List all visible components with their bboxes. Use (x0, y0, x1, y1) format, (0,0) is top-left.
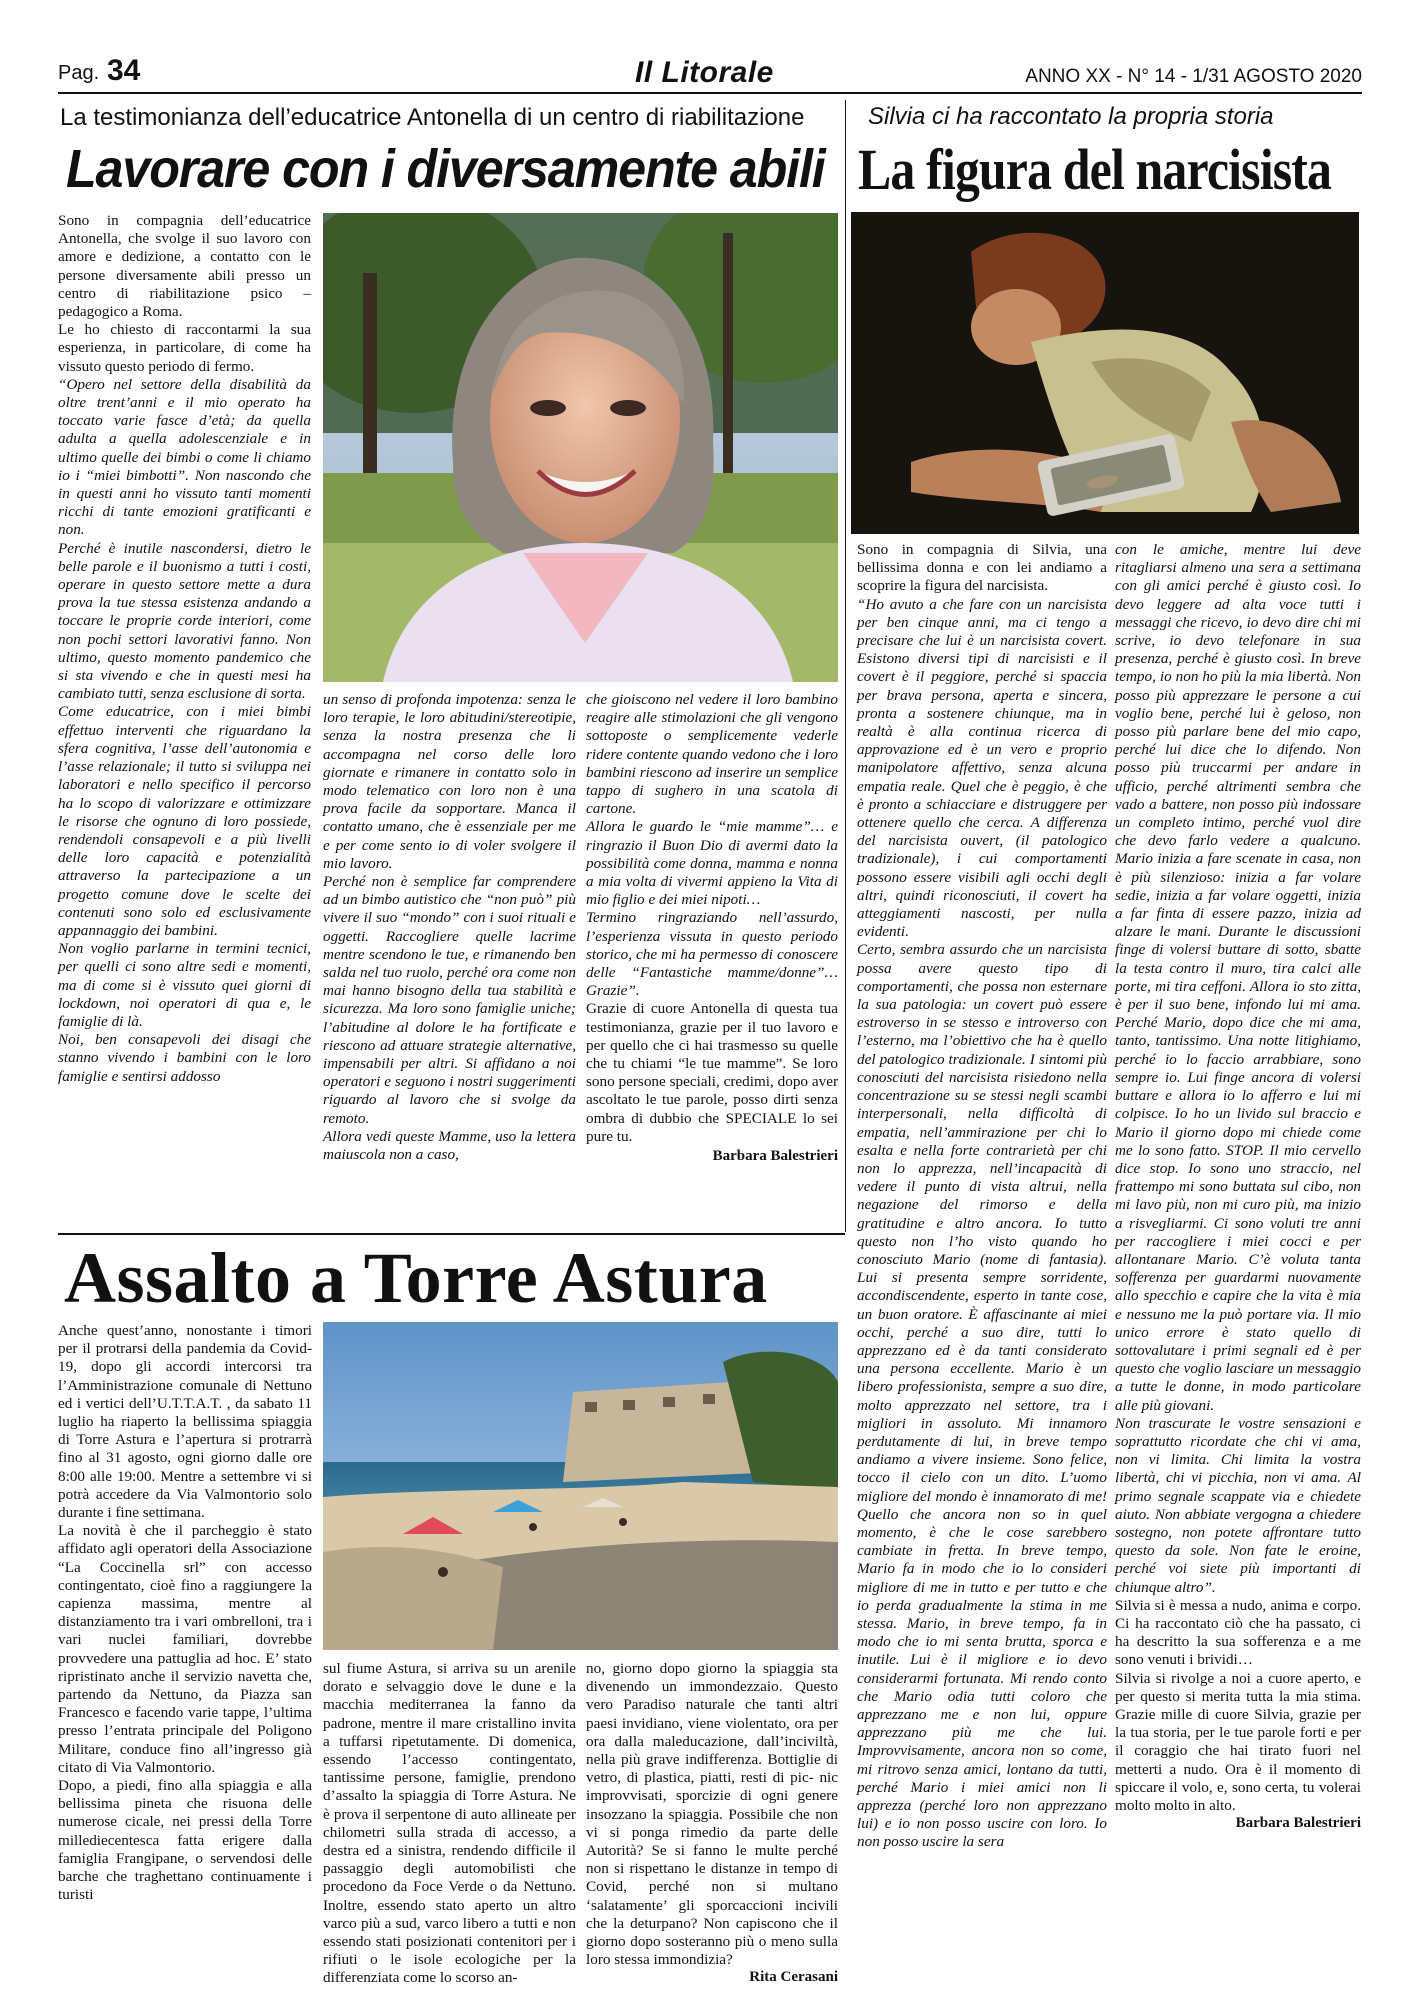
masthead: Il Litorale (635, 56, 774, 89)
article2-quote-1: “Ho avuto a che fare con un narcisista per ben cinque anni, ma ci tengo a precisare che lui è un narcisista covert. Esistono diversi tipi di narcisisti e il covert è il peggiore, perché si spaccia per brava persona, aperta e sincera, pronta a sostenere chiunque, ma in realtà è alla continua ricerca di approvazione ed è un vero e proprio manipolatore affettivo, senza alcuna empatia reale. Quel che è peggio, è che è pronto a schiacciare e distruggere per ottenere quello che cerca. A differenza del narcisista ouvert, (il patologico tradizionale), i cui comportamenti possono essere visibili agli occhi degli altri, quindi riconosciuti, il covert ha atteggiamenti nascosti, per nulla evidenti. Certo, sembra assurdo che un narcisista possa avere questo tipo di comportamenti, che possa non esternare la sua patologia: un covert può essere estroverso in se stesso e introverso con l’esterno, ma l’obiettivo che ha è quello del patologico tradizionale. I sintomi più conosciuti del narcisista risiedono nella concentrazione su se stessi negli scambi interpersonali, nella difficoltà di empatia, nell’ammirazione per chi lo esalta e nella forte contrarietà per chi non lo apprezza, nell’incapacità di vedere il punto di vista altrui, nella negazione del rimorso e della gratitudine e altro ancora. Io tutto questo non l’ho visto quando ho conosciuto Mario (nome di fantasia). Lui si presenta sempre sorridente, accondiscendente, esperto in tante cose, un buon oratore. È affascinante ai miei occhi, perché a suo dire, tutti lo apprezzano ed è da tanti considerato una persona eccellente. Mario è un libero professionista, sempre a suo dire, molto apprezzato nel settore, tra i migliori in assoluto. Mi innamoro perdutamente di lui, in breve tempo andiamo a vivere insieme. Sono felice, tocco il cielo con un dito. L’uomo migliore del mondo è innamorato di me! Quello che ancora non so in quel momento, è che le cose sarebbero cambiate in fretta. In breve tempo, Mario fa in modo che io lo consideri migliore di me in tutto e per tutto e che io perda gradualmente la stima in me stessa. Mario, in breve tempo, fa in modo che io mi senta brutta, sporca e inutile. Lui è il migliore e io devo considerarmi fortunata. Mi rendo conto che Mario odia tutti coloro che apprezzano me e non lui, oppure apprezzano più me che lui. Improvvisamente, ancora non so come, mi ritrovo senza amici, lontano da tutti, perché Mario i miei amici non li apprezza (perché loro non apprezzano lui) e io non posso uscire con loro. Io non posso uscire la sera (857, 595, 1107, 1851)
article1-title: Lavorare con i diversamente abili (66, 139, 825, 199)
article1-quote-3: che gioiscono nel vedere il loro bambino reagire alle stimolazioni che gli vengono sottoposte o semplicemente vederle ridere contente quando vedono che i loro bambini riescono ad inserire un semplice tappo di sughero in una scatola di cartone. Allora le guardo le “mie mamme”… e ringrazio il Buon Dio di avermi dato la possibilità come donna, mamma e nonna a mia volta di vivermi appieno la Vita di mio figlio e dei miei nipoti… Termino ringraziando nell’assurdo, l’esperienza vissuta in questo periodo storico, che mi ha permesso di conoscere delle “Fantastiche mamme/donne”… Grazie”. (586, 691, 838, 1000)
article2-quote-2: con le amiche, mentre lui deve ritagliarsi almeno una sera a settimana con gli amici perché è giusto così. Io devo leggere ad alta voce tutti i messaggi che ricevo, io devo dire chi mi scrive, io devo telefonare in sua presenza, perché è giusto così. In breve tempo, io non ho più la mia libertà. Non posso più apprezzare le persone a cui voglio bene, perché lui è geloso, non posso più parlare bene del mio capo, perché lui dice che lo difendo. Non posso più truccarmi per andare in ufficio, perché altrimenti sembra che vado a battere, non posso più indossare un completo intimo, perché vuol dire che devo farlo vedere a qualcuno. Mario inizia a fare scenate in casa, non è più silenzioso: inizia a far volare sedie, inizia a far volare oggetti, inizia a far finta di essere pazzo, inizia ad alzare le mani. Durante le discussioni finge di volersi buttare di sotto, sbatte la testa contro il muro, tira calci alle porte, mi tira ceffoni. Allora io sto zitta, è per il suo bene, infondo lui mi ama. Perché Mario, dopo dice che mi ama, tanto, tantissimo. Una notte litighiamo, perché io lo faccio arrabbiare, sono sempre io. Lui finge ancora di volersi buttare e allora io lo afferro e lui mi colpisce. Io ho un livido sul braccio e Mario il giorno dopo mi chiede come me lo sono fatto. STOP. Il mio cervello dice stop. Io sono uno straccio, nel frattempo mi sono buttata sul cibo, non mi lavo più, non mi curo più, ma inizio a risvegliarmi. Ci sono voluti tre anni per raccogliere i miei cocci e per allontanare Mario. C’è voluta tanta sofferenza per guardarmi nuovamente allo specchio e capire che la vita è mia e nessuno me la può portare via. Il mio unico errore è stato quello di sottovalutare i primi segnali ed è per questo che voglio lasciare un messaggio a tutte le donne, in modo particolare alle più giovani. Non trascurate le vostre sensazioni e soprattutto ricordate che chi vi ama, non vi limita. Chi limita la vostra libertà, chi vi picchia, non vi ama. Al primo segnale scappate via e chiedete aiuto. Non abbiate vergogna a chiedere sostegno, non potete affrontare tutto questo da sole. Non fate le eroine, perché voi siete più importanti di chiunque altro”. (1115, 541, 1361, 1596)
header-rule (58, 92, 1362, 94)
article2-author: Barbara Balestrieri (1235, 1815, 1361, 1832)
article1-kicker: La testimonianza dell’educatrice Antonella di un centro di riabilitazione (60, 104, 805, 131)
article3-col2 (323, 1660, 576, 1988)
article1-author: Barbara Balestrieri (712, 1148, 838, 1165)
article2-title: La figura del narcisista (858, 137, 1332, 202)
narcissus-illustration (851, 212, 1359, 534)
article3-col1 (58, 1322, 312, 1905)
page-number: 34 (107, 54, 141, 87)
page-label: Pag. (58, 62, 100, 84)
issue-info: ANNO XX - N° 14 - 1/31 AGOSTO 2020 (1025, 66, 1362, 87)
article2-kicker: Silvia ci ha raccontato la propria storia (868, 103, 1274, 130)
article1-closing: Grazie di cuore Antonella di questa tua testimonianza, grazie per il tuo lavoro e per quello che ci hai trasmesso su quelle che tu chiami “le tue mamme”. Se loro sono persone speciali, credimi, dopo aver ascoltato le tue parole, posso dirti senza ombra di dubbio che SPECIALE lo sei pure tu. (586, 1000, 838, 1145)
article1-col3 (586, 691, 838, 1165)
article1-intro: Sono in compagnia dell’educatrice Antonella, che svolge il suo lavoro con amore e dedizione, a contatto con le persone diversamente abili presso un centro di riabilitazione psico – pedagogico a Roma. Le ho chiesto di raccontarmi la sua esperienza, in particolare, di come ha vissuto questo periodo di fermo. (58, 212, 311, 375)
article2-col1 (857, 541, 1107, 1852)
article2-closing: Silvia si è messa a nudo, anima e corpo. Ci ha raccontato ciò che ha passato, ci ha descritto la sua sofferenza e a me sono venuti i brividi… Silvia si rivolge a noi a cuore aperto, e per questo si merita tutta la mia stima. Grazie mille di cuore Silvia, grazie per la tua storia, per le tue parole forti e per il coraggio che hai tirato fuori nel metterti a nudo. Ora è il momento di spiccare il volo, e, sono certa, tu volerai molto molto in alto. (1115, 1596, 1361, 1815)
antonella-photo (323, 213, 838, 682)
article3-title: Assalto a Torre Astura (64, 1238, 768, 1318)
article1-quote-1: “Opero nel settore della disabilità da oltre trent’anni e il mio operato ha toccato varie fasce d’età; da quella adulta a quella adolescenziale e in ultimo quelle dei bimbi o come li chiamo io i “miei bimbotti”. Non nascondo che in questi anni ho vissuto tanti momenti ricchi di tante emozioni gratificanti e non. Perché è inutile nascondersi, dietro le belle parole e il buonismo a tutti i costi, operare in questo settore mette a dura prova la tue stessa esistenza andando a toccare le proprie corde interiori, come non pochi settori lavorativi fanno. Non ultimo, questo momento pandemico che si sta vivendo e che in questi mesi ha cambiato tutti, senza esclusione di sorta. Come educatrice, con i miei bimbi effettuo interventi che riguardano la sfera cognitiva, l’asse dell’autonomia e l’asse relazionale; il tutto si sviluppa nei laboratori e nello specifico il percorso ha lo scopo di valorizzare e ottimizzare le risorse che ognuno di loro possiede, rendendoli consapevoli e a più livelli delle loro capacità e potenzialità attraverso la partecipazione a un progetto comune dove le scelte dei contenuti sono solo ed esclusivamente appannaggio dei bambini. Non voglio parlarne in termini tecnici, per quelli ci sono altre sedi e momenti, ma di come si è vissuto quei giorni di lockdown, noi operatori di qua e, le famiglie di là. Noi, ben consapevoli dei disagi che stanno vivendo i bambini con le loro famiglie e sentirsi addosso (58, 375, 311, 1085)
column-divider (845, 100, 846, 1232)
article3-author: Rita Cerasani (749, 1969, 838, 1986)
article2-col2 (1115, 541, 1361, 1832)
article3-col3 (586, 1660, 838, 1986)
section-divider (58, 1233, 845, 1235)
article3-text-3: no, giorno dopo giorno la spiaggia sta divenendo un immondezzaio. Questo vero Paradiso naturale che tanti altri paesi invidiano, viene violentato, ora per ora dalla maleducazione, dall’inciviltà, nella più grave indifferenza. Bottiglie di vetro, di plastica, piatti, resti di pic- nic improvvisati, sporcizie di ogni genere insozzano la spiaggia. Possibile che non vi si ponga rimedio da parte delle Autorità? Se si fanno le multe perché non si rispettano le distanze in tempo di Covid, perché non si multano ‘salatamente’ gli sporcaccioni incivili che la deturpano? Non capiscono che il giorno dopo sosteranno più o meno sulla loro stessa immondizia? (586, 1660, 838, 1969)
article3-text-1: Anche quest’anno, nonostante i timori per il protrarsi della pandemia da Covid-19, dopo gli accordi intercorsi tra l’Amministrazione comunale di Nettuno ed i vertici dell’U.T.T.A.T. , da sabato 11 luglio ha riaperto la bellissima spiaggia di Torre Astura e l’apertura si protrarrà fino al 31 agosto, ogni giorno dalle ore 8:00 alle 19:00. Mentre a settembre vi si potrà accedere da Via Valmontorio solo durante i fine settimana. La novità è che il parcheggio è stato affidato agli operatori della Associazione “La Coccinella srl” con accesso contingentato, cioè fino a raggiungere la capienza massima, mentre al distanziamento tra i vari ombrelloni, tra i vari nuclei familiari, dovrebbe provvedere una pattuglia ad hoc. E’ stato ripristinato anche il servizio navetta che, partendo da Nettuno, da Piazza san Francesco e facendo varie tappe, l’ultima presso l’entrata principale del Poligono Militare, conduce fino all’ingresso già citato di Via Valmontorio. Dopo, a piedi, fino alla spiaggia e alla bellissima pineta che risuona delle numerose cicale, nei pressi della Torre millediecentesca fatta erigere dalla famiglia Frangipane, o servendosi delle barche che traghettano continuamente i turisti (58, 1322, 312, 1904)
article1-quote-2: un senso di profonda impotenza: senza le loro terapie, le loro abitudini/stereotipie, senza la nostra presenza che li accompagna nel corso delle loro giornate e rimanere in contatto solo in modo telematico con loro non è una prova facile da sopportare. Manca il contatto umano, che è essenziale per me e per come sento io di voler svolgere il mio lavoro. Perché non è semplice far comprendere ad un bimbo autistico che “non può” più vivere il suo “mondo” con i suoi rituali e oggetti. Raccogliere quelle lacrime mentre scendono le tue, e rimanendo ben salda nel tuo ruolo, perché ora come non mai hanno bisogno della tua stabilità e sicurezza. Ma loro sono famiglie uniche; l’abitudine al dolore le ha fortificate e riescono ad attuare strategie alternative, impensabili per altri. Si affidano a noi operatori e seguono i nostri suggerimenti riguardo al lavoro che si svolge da remoto. Allora vedi queste Mamme, uso la lettera maiuscola non a caso, (323, 691, 576, 1164)
article1-col1 (58, 212, 311, 1086)
article1-col2 (323, 691, 576, 1164)
article2-intro: Sono in compagnia di Silvia, una bellissima donna e con lei andiamo a scoprire la figura del narcisista. (857, 541, 1107, 595)
article3-text-2: sul fiume Astura, si arriva su un arenile dorato e selvaggio dove le dune e la macchia mediterranea la fanno da padrone, mentre il mare cristallino invita a tuffarsi ripetutamente. Di domenica, essendo l’accesso contingentato, tantissime persone, famiglie, prendono d’assalto la spiaggia di Torre Astura. Ne è prova il serpentone di auto allineate per chilometri sulla strada di accesso, a destra ed a sinistra, rendendo difficile il passaggio degli automobilisti che procedono da Foce Verde o da Nettuno. Inoltre, essendo stato aperto un altro varco più a sud, varco libero a tutti e non essendo stati posizionati contenitori per i rifiuti o le isole ecologiche per la differenziata come lo scorso an- (323, 1660, 576, 1987)
torre-astura-photo (323, 1322, 838, 1650)
